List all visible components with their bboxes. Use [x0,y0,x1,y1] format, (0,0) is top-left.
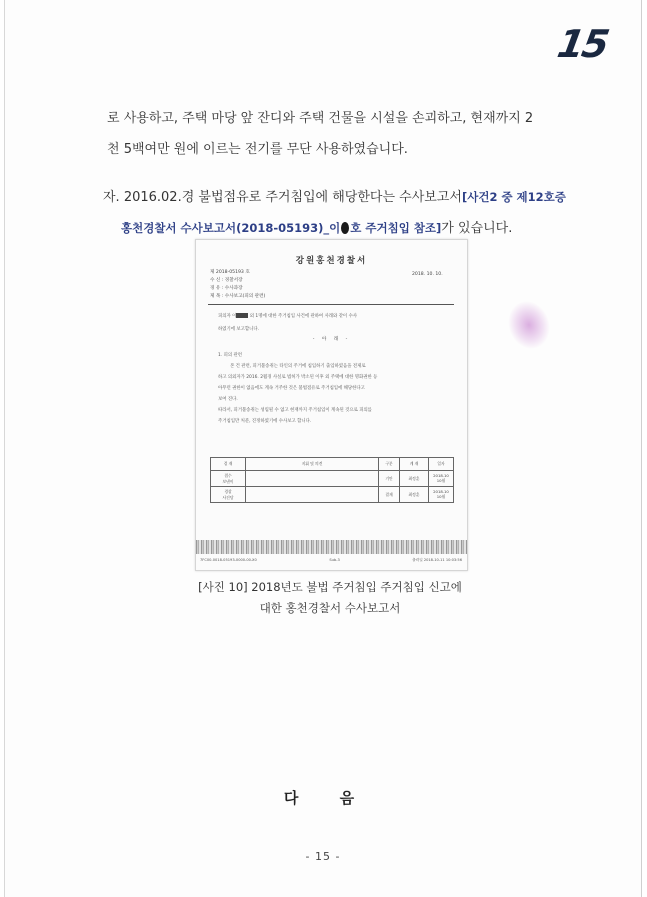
report-body [218,350,450,427]
photo-caption-line: [사진 10] 2018년도 불법 주거침입 주거침입 신고에 [198,580,462,594]
table-header: 일자 [429,458,454,471]
report-line: 따라서, 피거불송취는 성립될 수 없고 현재까지 주거침입이 계속된 것으로 피의를 [218,408,372,413]
report-line: 하고 의외자가 2016. 2월경 사실로 법허가 박소된 이후 외 주택에 대한 명화권한 등 [218,375,378,380]
paragraph-line: 로 사용하고, 주택 마당 앞 잔디와 주택 건물을 시설을 손괴하고, 현재까지 2 [107,111,534,126]
redaction-mark [236,313,248,318]
report-center-label: - 아 래 - [312,337,351,342]
table-header: 계 재 [400,458,429,471]
report-date: 2018. 10. 10. [412,272,443,277]
report-number: 제 2018-05193 호 [210,270,250,275]
approval-table [210,457,454,503]
paragraph-text: 자. 2016.02.경 불법점유로 주거침입에 해당한다는 수사보고서 [103,190,462,205]
section-heading: 다 음 [283,789,373,807]
evidence-reference: [사건2 중 제12호증 [461,190,566,204]
scan-footer-right: 출력일 2018-10-11 10:03:56 [412,558,462,562]
table-cell: 2018.10 10월 [429,471,454,487]
table-cell [246,487,379,503]
report-text: 피의자 이 [218,314,237,319]
scan-noise-strip [196,540,467,554]
report-via: 경 유 : 수사과장 [210,286,243,291]
redaction-mark [341,222,349,234]
scanned-police-report [195,239,468,571]
scan-footer-left: 7FC00-0018-05193-0000-00-X0 [200,558,257,562]
table-cell: 결재 [379,487,400,503]
evidence-reference: 호 주거침입 참조] [350,221,442,235]
paragraph-line: 천 5백여만 원에 이르는 전기를 무단 사용하였습니다. [107,142,408,157]
table-header: 지휘 및 의견 [246,458,379,471]
paragraph-continuation [107,103,577,165]
handwritten-page-number: 15 [554,22,611,66]
document-page [4,0,642,897]
report-line: 아무런 권한이 없음에도 계속 거주한 것은 불법점유로 주거침입에 해당한다고 [218,386,365,391]
ink-smudge [502,296,556,355]
report-item: 1. 피의 관련 [218,353,242,358]
report-line: 주거침입만 처분, 진정하였기에 수사보고 합니다. [218,419,312,424]
table-header: 구분 [379,458,400,471]
report-text: 외 1명에 대한 주거침입 사건에 관하여 사래와 같이 수사 [249,314,358,319]
page-number: - 15 - [305,850,341,863]
scan-footer [200,558,462,563]
report-title: 강원홍천경찰서 [295,256,368,266]
table-cell [246,471,379,487]
table-cell: 경찰 사건담 [211,487,246,503]
report-subject: 제 목 : 수사보고(피의 관련) [210,294,266,299]
evidence-reference: 홍천경찰서 수사보고서(2018-05193)_이 [121,221,341,235]
scan-footer-mid: Sub-3 [329,558,340,562]
photo-caption-line: 대한 홍천경찰서 수사보고서 [259,601,401,615]
report-text: 하였기에 보고합니다. [218,327,259,332]
report-intro [218,310,450,336]
paragraph-text: 가 있습니다. [441,221,513,236]
report-line: 본 건 관련, 피거불송취는 타인의 주거에 침입하기 출입하였음을 전제로 [230,364,366,369]
report-recipient: 수 신 : 경찰서장 [210,278,243,283]
table-cell: 최정훈 [400,487,429,503]
paragraph-item-ja [103,182,581,244]
table-cell: 접수 보낸이 [211,471,246,487]
table-cell: 기안 [379,471,400,487]
table-cell: 최정훈 [400,471,429,487]
divider [208,304,454,305]
table-cell: 2018.10 10월 [429,487,454,503]
table-header: 결 재 [211,458,246,471]
report-line: 보여 진다. [218,397,238,402]
